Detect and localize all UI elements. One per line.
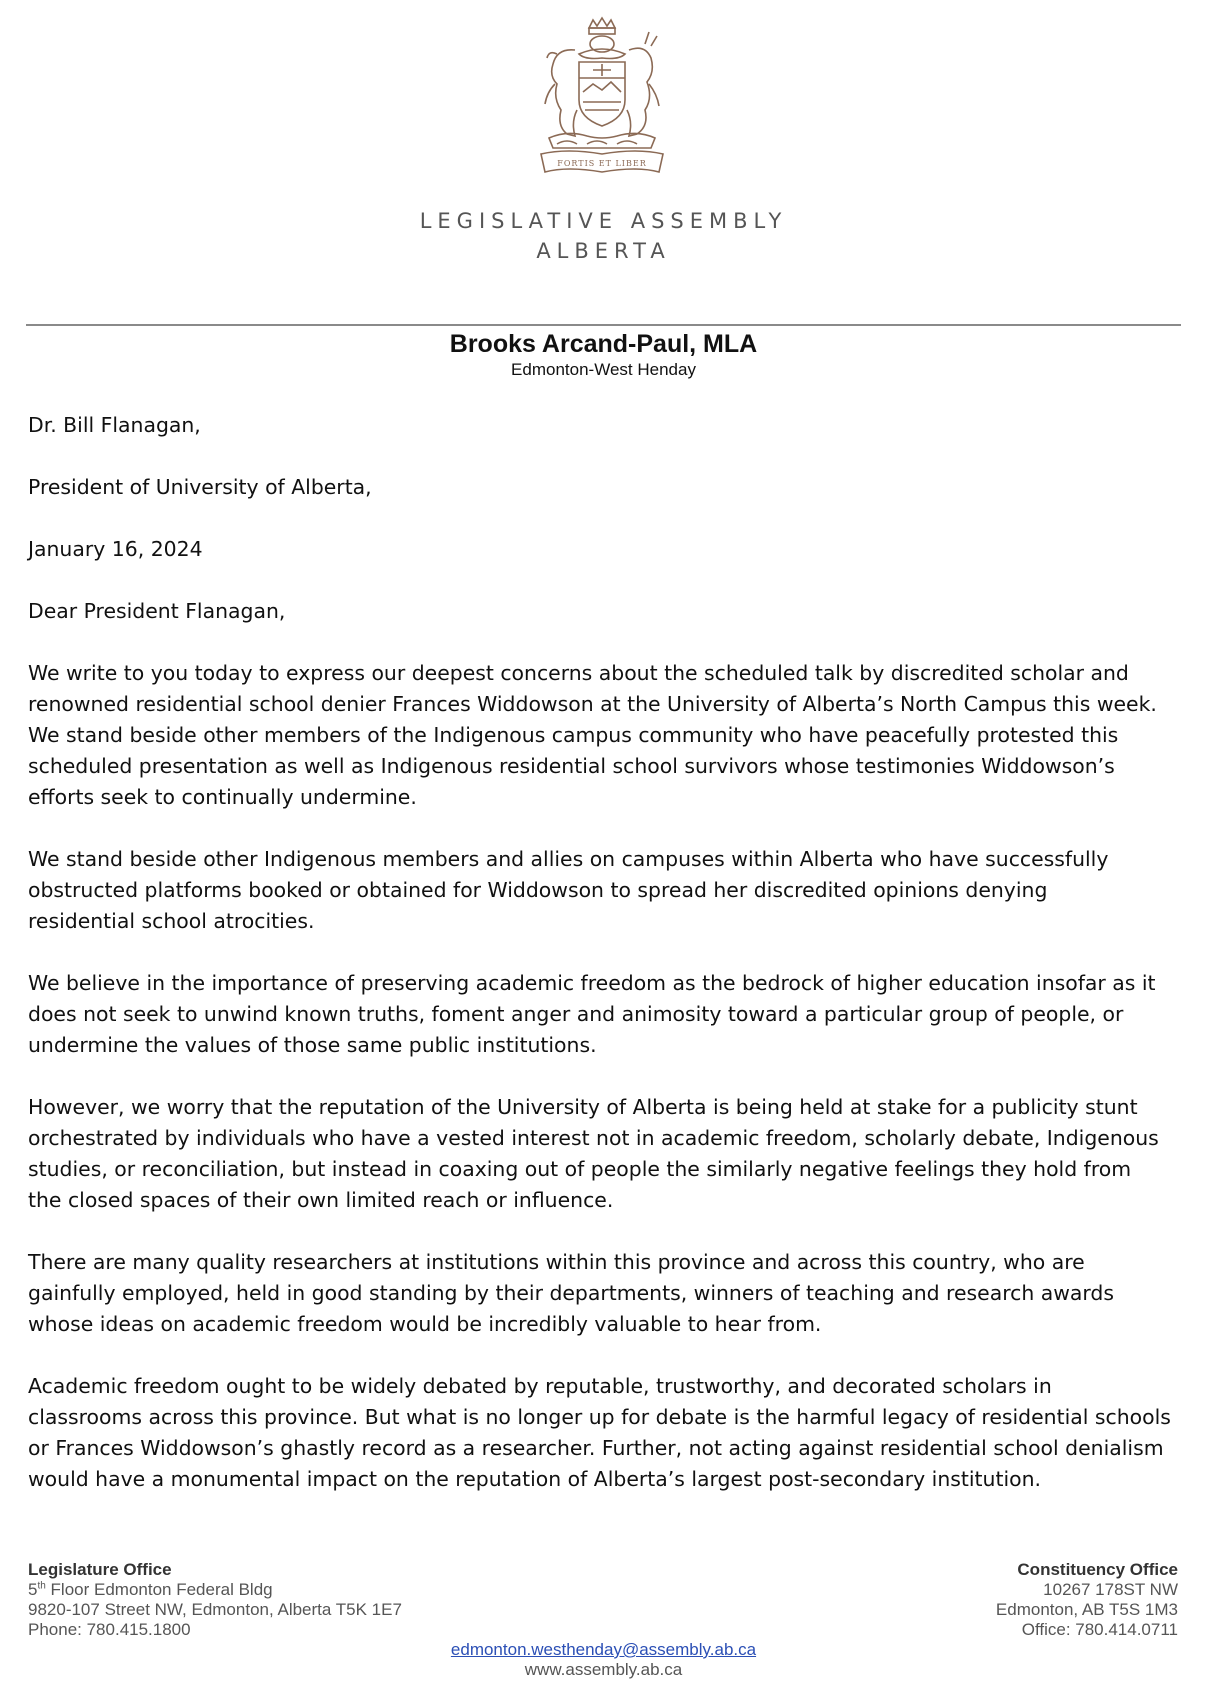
constituency-phone: Office: 780.414.0711 bbox=[1021, 1620, 1178, 1639]
crest-motto: FORTIS ET LIBER bbox=[557, 159, 647, 168]
paragraph-line: or Frances Widdowson’s ghastly record as a researcher. Further, not acting against residential school denialism bbox=[28, 1436, 1164, 1460]
contact-links bbox=[0, 1640, 1207, 1680]
assembly-province: ALBERTA bbox=[536, 239, 671, 263]
sender-riding: Edmonton-West Henday bbox=[511, 360, 696, 379]
coat-of-arms-icon bbox=[527, 14, 677, 180]
paragraph-line: classrooms across this province. But what is no longer up for debate is the harmful legacy of residential schools bbox=[28, 1405, 1171, 1429]
paragraph bbox=[28, 658, 1188, 813]
email-link[interactable]: edmonton.westhenday@assembly.ab.ca bbox=[450, 1640, 757, 1659]
sender-name: Brooks Arcand-Paul, MLA bbox=[449, 330, 758, 358]
recipient-title: President of University of Alberta, bbox=[28, 475, 372, 499]
paragraph-line: studies, or reconciliation, but instead in coaxing out of people the similarly negative feelings they hold from bbox=[28, 1157, 1132, 1181]
paragraph-line: undermine the values of those same public institutions. bbox=[28, 1033, 597, 1057]
constituency-address-line2: Edmonton, AB T5S 1M3 bbox=[995, 1600, 1178, 1619]
paragraph-line: We stand beside other Indigenous members and allies on campuses within Alberta who have successfully bbox=[28, 847, 1109, 871]
paragraph-line: would have a monumental impact on the reputation of Alberta’s largest post-secondary institution. bbox=[28, 1467, 1042, 1491]
paragraph-line: orchestrated by individuals who have a vested interest not in academic freedom, scholarly debate, Indigenous bbox=[28, 1126, 1159, 1150]
paragraph bbox=[28, 844, 1188, 937]
paragraph-line: residential school atrocities. bbox=[28, 909, 315, 933]
paragraph-line: whose ideas on academic freedom would be incredibly valuable to hear from. bbox=[28, 1312, 822, 1336]
paragraph bbox=[28, 1371, 1188, 1495]
constituency-office bbox=[996, 1560, 1178, 1640]
salutation: Dear President Flanagan, bbox=[28, 599, 286, 623]
paragraph-line: does not seek to unwind known truths, foment anger and animosity toward a particular group of people, or bbox=[28, 1002, 1124, 1026]
constituency-office-heading: Constituency Office bbox=[1017, 1560, 1178, 1579]
paragraph-line: efforts seek to continually undermine. bbox=[28, 785, 417, 809]
header-divider bbox=[26, 324, 1181, 326]
recipient-name: Dr. Bill Flanagan, bbox=[28, 413, 201, 437]
paragraph-line: obstructed platforms booked or obtained for Widdowson to spread her discredited opinions denying bbox=[28, 878, 1048, 902]
website-link[interactable]: www.assembly.ab.ca bbox=[524, 1660, 683, 1679]
paragraph-line: There are many quality researchers at institutions within this province and across this country, who are bbox=[28, 1250, 1085, 1274]
paragraph-line: Academic freedom ought to be widely debated by reputable, trustworthy, and decorated scholars in bbox=[28, 1374, 1052, 1398]
legislature-office-heading: Legislature Office bbox=[28, 1560, 172, 1579]
floor-suffix: th bbox=[37, 1580, 46, 1592]
floor-building: Floor Edmonton Federal Bldg bbox=[45, 1580, 273, 1599]
paragraph-line: the closed spaces of their own limited reach or influence. bbox=[28, 1188, 614, 1212]
assembly-name: LEGISLATIVE ASSEMBLY bbox=[419, 209, 788, 233]
legislature-floor bbox=[28, 1580, 402, 1600]
paragraph-line: scheduled presentation as well as Indigenous residential school survivors whose testimonies Widdowson’s bbox=[28, 754, 1115, 778]
floor-number: 5 bbox=[28, 1580, 38, 1599]
paragraph-line: renowned residential school denier Frances Widdowson at the University of Alberta’s North Campus this week. bbox=[28, 692, 1157, 716]
paragraph bbox=[28, 968, 1188, 1061]
paragraph-line: However, we worry that the reputation of the University of Alberta is being held at stake for a publicity stunt bbox=[28, 1095, 1138, 1119]
letter-body bbox=[28, 410, 1188, 1526]
legislature-office bbox=[28, 1560, 402, 1640]
constituency-address-line1: 10267 178ST NW bbox=[1043, 1580, 1178, 1599]
letter-date: January 16, 2024 bbox=[28, 537, 203, 561]
paragraph-line: We write to you today to express our deepest concerns about the scheduled talk by discredited scholar and bbox=[28, 661, 1129, 685]
paragraph-line: We believe in the importance of preserving academic freedom as the bedrock of higher education insofar as it bbox=[28, 971, 1156, 995]
paragraph bbox=[28, 1247, 1188, 1340]
paragraph-line: gainfully employed, held in good standing by their departments, winners of teaching and research awards bbox=[28, 1281, 1114, 1305]
paragraph-line: We stand beside other members of the Indigenous campus community who have peacefully protested this bbox=[28, 723, 1119, 747]
legislature-phone: Phone: 780.415.1800 bbox=[28, 1620, 191, 1639]
paragraph bbox=[28, 1092, 1188, 1216]
legislature-address: 9820-107 Street NW, Edmonton, Alberta T5K 1E7 bbox=[28, 1600, 402, 1619]
